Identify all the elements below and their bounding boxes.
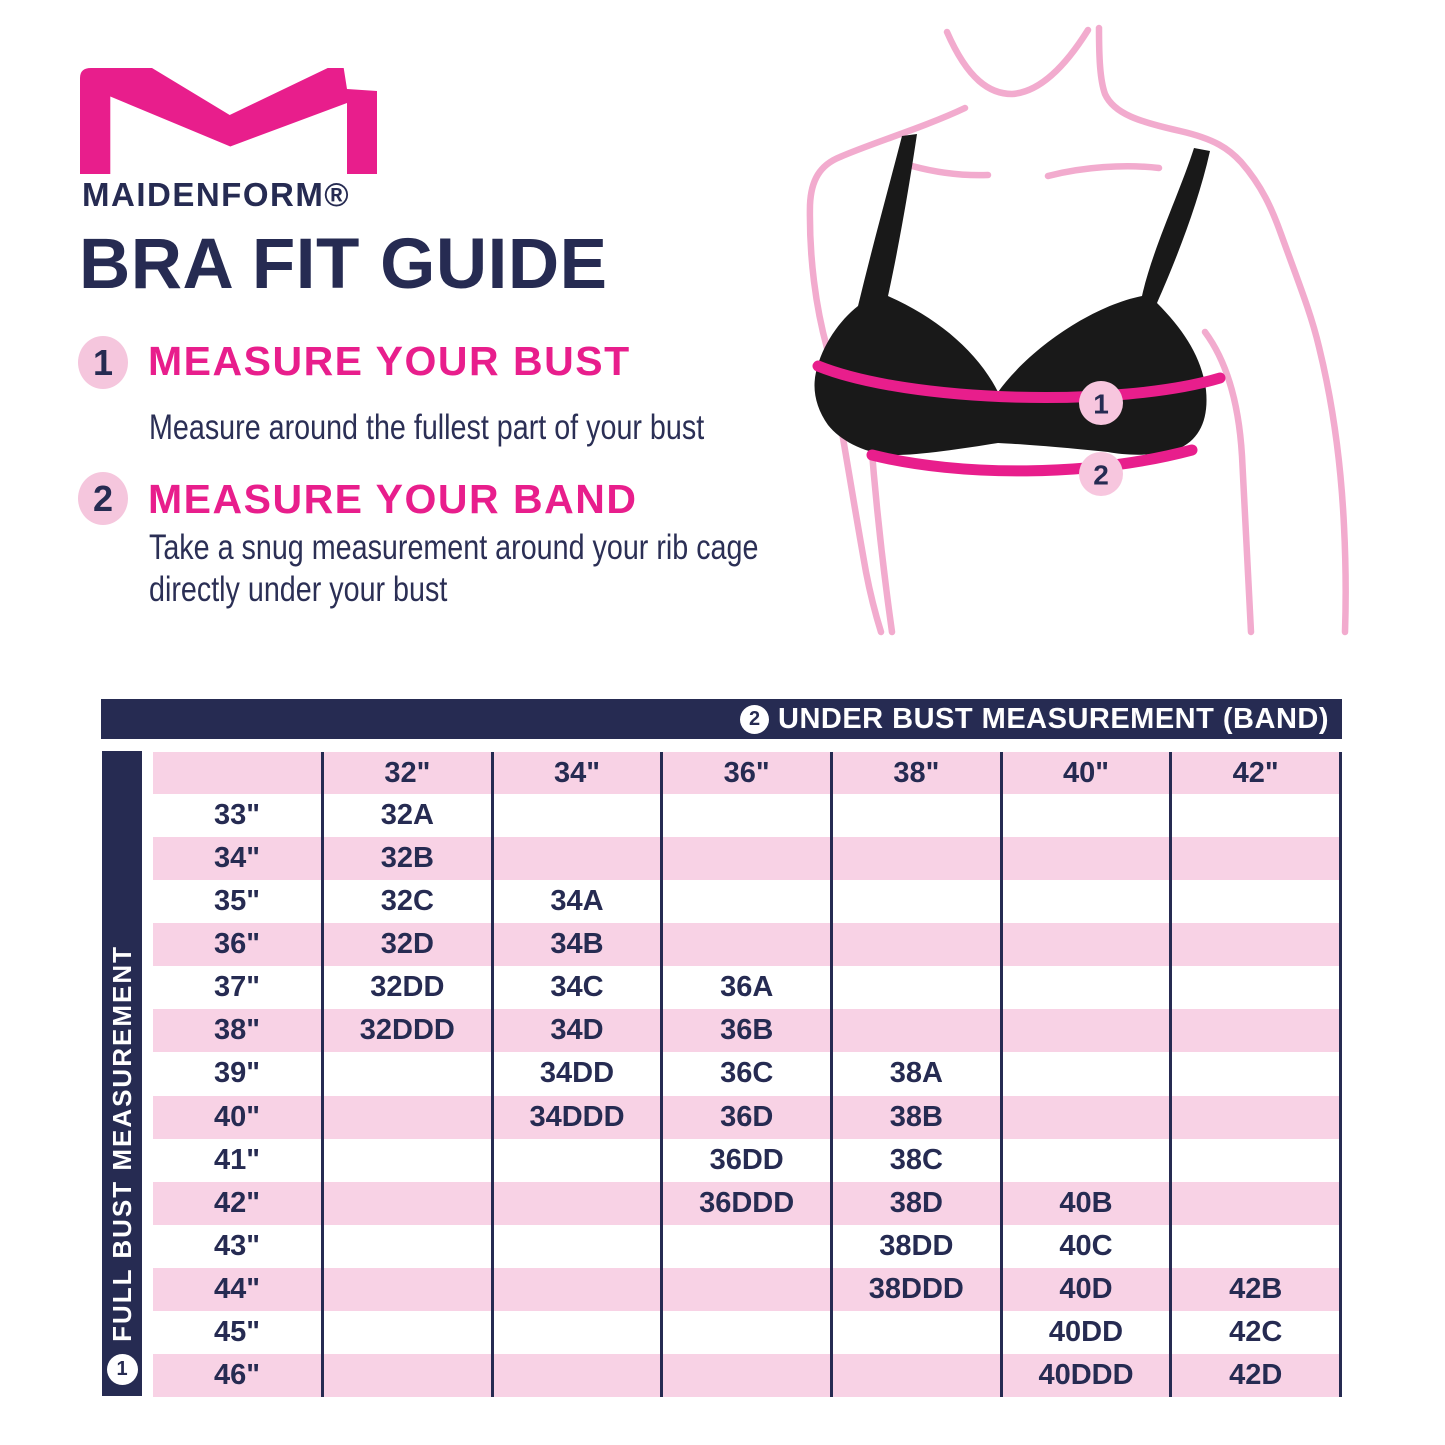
maidenform-m-shape [80,68,377,174]
band-size-header-cell: 34" [494,752,664,794]
cup-size-cell [833,1009,1003,1052]
cup-size-cell [663,880,833,923]
bust-marker-number: 1 [1093,388,1109,420]
cup-size-cell: 32A [324,794,494,837]
bust-size-cell: 41" [153,1139,324,1182]
cup-size-cell [324,1182,494,1225]
bust-measurement-header [102,751,142,1396]
cup-size-cell [324,1052,494,1095]
step-2-description-line: Take a snug measurement around your rib cage [149,528,759,567]
cup-size-cell: 34A [494,880,664,923]
cup-size-cell [1172,966,1342,1009]
bust-header-badge-number: 1 [116,1358,128,1380]
cup-size-cell: 36DD [663,1139,833,1182]
cup-size-cell [494,1311,664,1354]
cup-size-cell [663,923,833,966]
step-2-number: 2 [92,477,114,519]
cup-size-cell: 34DD [494,1052,664,1095]
cup-size-cell [494,1182,664,1225]
cup-size-cell [1172,1225,1342,1268]
cup-size-cell: 32DDD [324,1009,494,1052]
cup-size-cell [1003,1009,1173,1052]
left-collarbone-line [912,166,988,175]
cup-size-cell: 40D [1003,1268,1173,1311]
cup-size-cell: 34D [494,1009,664,1052]
cup-size-cell [494,1225,664,1268]
cup-size-cell: 34C [494,966,664,1009]
cup-size-cell: 38DD [833,1225,1003,1268]
band-size-corner-cell [153,752,324,794]
cup-size-cell: 42C [1172,1311,1342,1354]
cup-size-cell: 32D [324,923,494,966]
cup-size-cell [663,837,833,880]
cup-size-cell: 32B [324,837,494,880]
cup-size-cell: 38B [833,1096,1003,1139]
cup-size-cell: 40C [1003,1225,1173,1268]
cup-size-cell [1003,1096,1173,1139]
cup-size-cell: 38C [833,1139,1003,1182]
cup-size-cell: 40DD [1003,1311,1173,1354]
step-2-heading: MEASURE YOUR BAND [148,476,638,522]
cup-size-cell [833,794,1003,837]
cup-size-cell [1003,880,1173,923]
cup-size-cell [1172,880,1342,923]
bust-size-cell: 35" [153,880,324,923]
band-size-header-cell: 42" [1172,752,1342,794]
cup-size-cell [494,1268,664,1311]
cup-size-cell: 36C [663,1052,833,1095]
cup-size-cell [833,1354,1003,1397]
cup-size-cell [833,966,1003,1009]
cup-size-cell: 38A [833,1052,1003,1095]
throat-outline [947,30,1088,94]
cup-size-cell [663,1354,833,1397]
cup-size-cell [663,1225,833,1268]
torso-illustration [780,0,1400,648]
cup-size-cell [833,923,1003,966]
band-size-header-cell: 38" [833,752,1003,794]
band-header-badge [740,705,769,734]
cup-size-cell: 36A [663,966,833,1009]
cup-size-cell [1172,1096,1342,1139]
cup-size-cell: 40B [1003,1182,1173,1225]
bust-header-label: FULL BUST MEASUREMENT [106,945,137,1342]
cup-size-cell: 32C [324,880,494,923]
cup-size-cell [324,1311,494,1354]
cup-size-cell [1003,923,1173,966]
cup-size-cell [1003,837,1173,880]
cup-size-cell: 34B [494,923,664,966]
bust-size-cell: 42" [153,1182,324,1225]
cup-size-cell [663,794,833,837]
right-collarbone-line [1048,166,1159,176]
step-2-description [149,527,758,611]
bust-size-cell: 44" [153,1268,324,1311]
cup-size-cell [1172,837,1342,880]
step-2-number-badge [78,472,128,525]
cup-size-cell: 32DD [324,966,494,1009]
band-header-label: UNDER BUST MEASUREMENT (BAND) [778,702,1329,735]
cup-size-cell [1172,1009,1342,1052]
cup-size-cell [324,1139,494,1182]
brand-name: MAIDENFORM® [82,176,351,213]
bust-size-cell: 39" [153,1052,324,1095]
bust-size-cell: 46" [153,1354,324,1397]
cup-size-cell [663,1311,833,1354]
maidenform-logo-icon [80,67,377,175]
step-1-description-line: Measure around the fullest part of your bust [149,408,705,447]
cup-size-cell [1003,794,1173,837]
cup-size-cell [1003,1052,1173,1095]
cup-size-cell [833,1311,1003,1354]
step-1-description [149,407,704,449]
cup-size-cell: 38D [833,1182,1003,1225]
band-header-badge-number: 2 [748,707,761,730]
page-title: BRA FIT GUIDE [79,225,608,304]
cup-size-cell: 36B [663,1009,833,1052]
cup-size-cell [324,1225,494,1268]
cup-size-cell: 36DDD [663,1182,833,1225]
size-chart-grid [153,752,1342,1397]
cup-size-cell: 42D [1172,1354,1342,1397]
cup-size-cell [1172,1139,1342,1182]
cup-size-cell: 34DDD [494,1096,664,1139]
bust-size-cell: 45" [153,1311,324,1354]
cup-size-cell [833,880,1003,923]
step-2-description-line: directly under your bust [149,570,448,609]
bust-size-cell: 36" [153,923,324,966]
bust-header-badge [107,1354,138,1385]
cup-size-cell: 38DDD [833,1268,1003,1311]
bust-size-cell: 40" [153,1096,324,1139]
cup-size-cell [663,1268,833,1311]
cup-size-cell [494,1354,664,1397]
cup-size-cell: 36D [663,1096,833,1139]
cup-size-cell [1003,1139,1173,1182]
cup-size-cell: 40DDD [1003,1354,1173,1397]
band-size-header-cell: 32" [324,752,494,794]
bust-size-cell: 38" [153,1009,324,1052]
band-marker [1079,452,1123,496]
cup-size-cell [1172,1052,1342,1095]
cup-size-cell [494,794,664,837]
bust-marker [1079,381,1123,425]
cup-size-cell [494,837,664,880]
bust-size-cell: 34" [153,837,324,880]
band-size-header-cell: 36" [663,752,833,794]
bust-size-cell: 37" [153,966,324,1009]
bust-size-cell: 33" [153,794,324,837]
bra-shape [815,134,1211,455]
band-measurement-header [101,699,1342,739]
cup-size-cell [1172,794,1342,837]
bust-size-cell: 43" [153,1225,324,1268]
cup-size-cell [324,1268,494,1311]
cup-size-cell [324,1354,494,1397]
band-marker-number: 2 [1093,459,1109,491]
cup-size-cell: 42B [1172,1268,1342,1311]
cup-size-cell [1172,1182,1342,1225]
band-size-header-cell: 40" [1003,752,1173,794]
cup-size-cell [1172,923,1342,966]
cup-size-cell [324,1096,494,1139]
cup-size-cell [833,837,1003,880]
cup-size-cell [494,1139,664,1182]
step-1-heading: MEASURE YOUR BUST [148,338,631,384]
cup-size-cell [1003,966,1173,1009]
step-1-number: 1 [92,341,114,383]
step-1-number-badge [78,336,128,389]
